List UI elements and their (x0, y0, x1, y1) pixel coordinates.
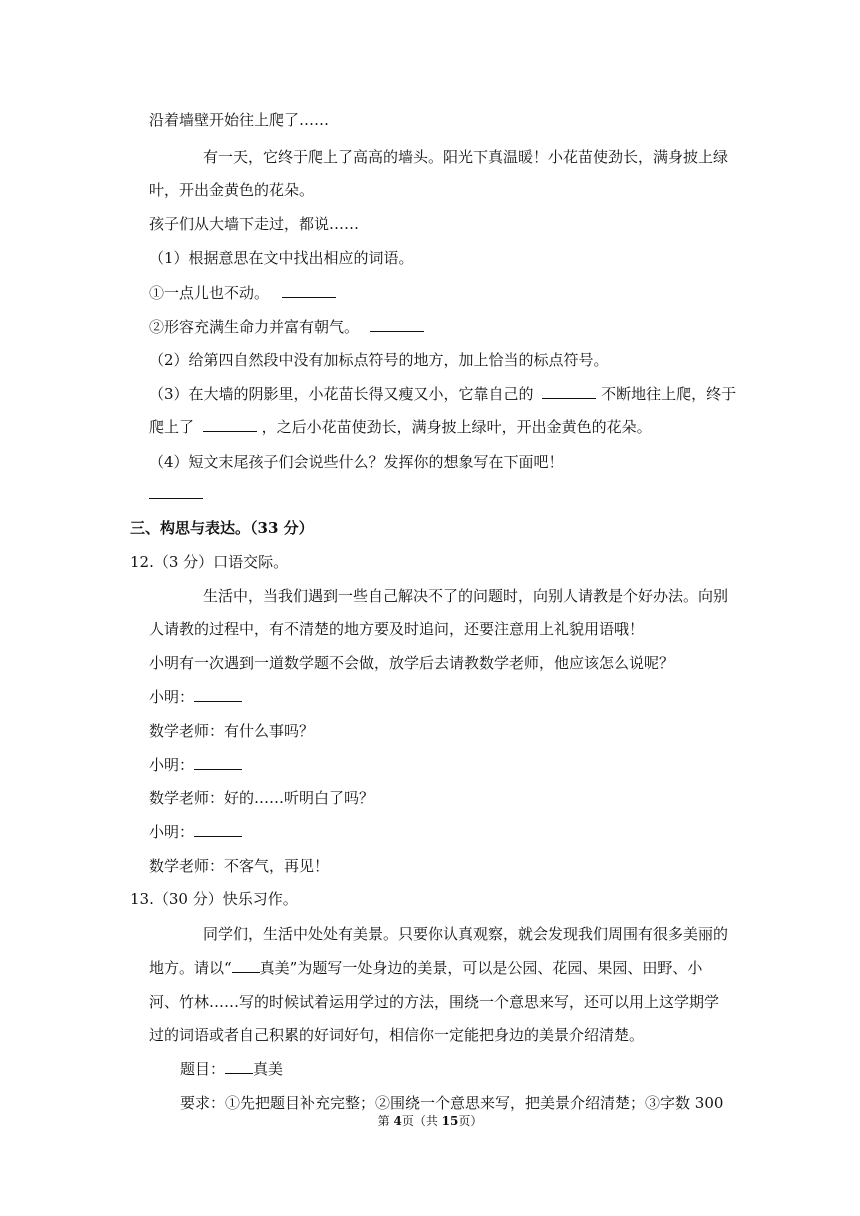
question-3-line-2 (149, 417, 652, 437)
question-1b-text: ②形容充满生命力并富有朝气。 (149, 318, 360, 336)
question-2-text: （2）给第四自然段中没有加标点符号的地方，加上恰当的标点符号。 (149, 351, 609, 369)
question-1a (149, 283, 336, 303)
passage-line-3: 叶，开出金黄色的花朵。 (149, 181, 315, 199)
answer-blank-12a[interactable] (194, 687, 242, 702)
dialogue-xiaoming-2 (149, 755, 242, 775)
question-13-para-2a: 地方。请以“ (149, 959, 232, 977)
passage-line-1: 沿着墙壁开始往上爬了…… (149, 111, 330, 129)
essay-requirements: 要求：①先把题目补充完整；②围绕一个意思来写，把美景介绍清楚；③字数 300 (180, 1094, 724, 1112)
dialogue-xiaoming-1 (149, 687, 242, 707)
answer-blank-12c[interactable] (194, 822, 242, 837)
question-3-text-a: （3）在大墙的阴影里，小花苗长得又瘦又小，它靠自己的 (149, 385, 534, 403)
question-13-para-3: 河、竹林……写的时候试着运用学过的方法，围绕一个意思来写，还可以用上这学期学 (149, 993, 720, 1011)
question-12-title: 12.（3 分）口语交际。 (130, 553, 289, 571)
footer-suffix: 页） (458, 1114, 483, 1128)
speaker-xiaoming: 小明： (149, 756, 195, 774)
footer-prefix: 第 (377, 1114, 394, 1128)
question-13-para-2b: 真美”为题写一处身边的美景，可以是公园、花园、果园、田野、小 (259, 959, 703, 977)
essay-topic (180, 1059, 283, 1079)
dialogue-xiaoming-3 (149, 822, 242, 842)
question-13-para-4: 过的词语或者自己积累的好词好句，相信你一定能把身边的美景介绍清楚。 (149, 1026, 645, 1044)
essay-topic-label: 题目： (180, 1060, 226, 1078)
speaker-xiaoming: 小明： (149, 688, 195, 706)
question-4-answer-line (149, 484, 203, 504)
answer-blank-3a[interactable] (542, 384, 596, 399)
section-3-title: 三、构思与表达。（33 分） (130, 519, 314, 537)
answer-blank-13-title[interactable] (232, 958, 260, 973)
question-13-title: 13.（30 分）快乐习作。 (130, 890, 298, 908)
question-1a-text: ①一点儿也不动。 (149, 284, 270, 302)
question-4-text: （4）短文末尾孩子们会说些什么？发挥你的想象写在下面吧！ (149, 453, 564, 471)
footer-middle: 页（共 (401, 1114, 442, 1128)
question-3-line-1 (149, 384, 736, 404)
speaker-xiaoming: 小明： (149, 823, 195, 841)
dialogue-teacher-1: 数学老师：有什么事吗？ (149, 722, 315, 740)
answer-blank-1a[interactable] (282, 283, 336, 298)
page-number: 4 (393, 1114, 402, 1128)
answer-blank-1b[interactable] (370, 317, 424, 332)
question-13-para-1: 同学们，生活中处处有美景。只要你认真观察，就会发现我们周围有很多美丽的 (203, 925, 729, 943)
question-12-para-1: 生活中，当我们遇到一些自己解决不了的问题时，向别人请教是个好办法。向别 (203, 587, 729, 605)
answer-blank-12b[interactable] (194, 755, 242, 770)
page-total: 15 (441, 1114, 459, 1128)
question-1b (149, 317, 424, 337)
essay-topic-suffix: 真美 (253, 1060, 284, 1078)
dialogue-teacher-3: 数学老师：不客气，再见！ (149, 857, 330, 875)
page-footer (0, 1113, 860, 1129)
answer-blank-topic[interactable] (225, 1059, 253, 1074)
passage-line-2: 有一天，它终于爬上了高高的墙头。阳光下真温暖！小花苗使劲长，满身披上绿 (203, 148, 729, 166)
dialogue-teacher-2: 数学老师：好的……听明白了吗？ (149, 789, 375, 807)
question-12-para-3: 小明有一次遇到一道数学题不会做，放学后去请教数学老师，他应该怎么说呢？ (149, 654, 675, 672)
passage-line-4: 孩子们从大墙下走过，都说…… (149, 215, 360, 233)
question-12-para-2: 人请教的过程中，有不清楚的地方要及时追问，还要注意用上礼貌用语哦！ (149, 620, 645, 638)
question-13-para-2 (149, 958, 702, 978)
question-3-text-d: ，之后小花苗使劲长，满身披上绿叶，开出金黄色的花朵。 (261, 418, 652, 436)
question-1-text: （1）根据意思在文中找出相应的词语。 (149, 249, 414, 267)
question-3-text-c: 爬上了 (149, 418, 195, 436)
question-3-text-b: 不断地往上爬，终于 (601, 385, 737, 403)
answer-blank-3b[interactable] (203, 417, 257, 432)
answer-blank-4[interactable] (149, 484, 203, 499)
